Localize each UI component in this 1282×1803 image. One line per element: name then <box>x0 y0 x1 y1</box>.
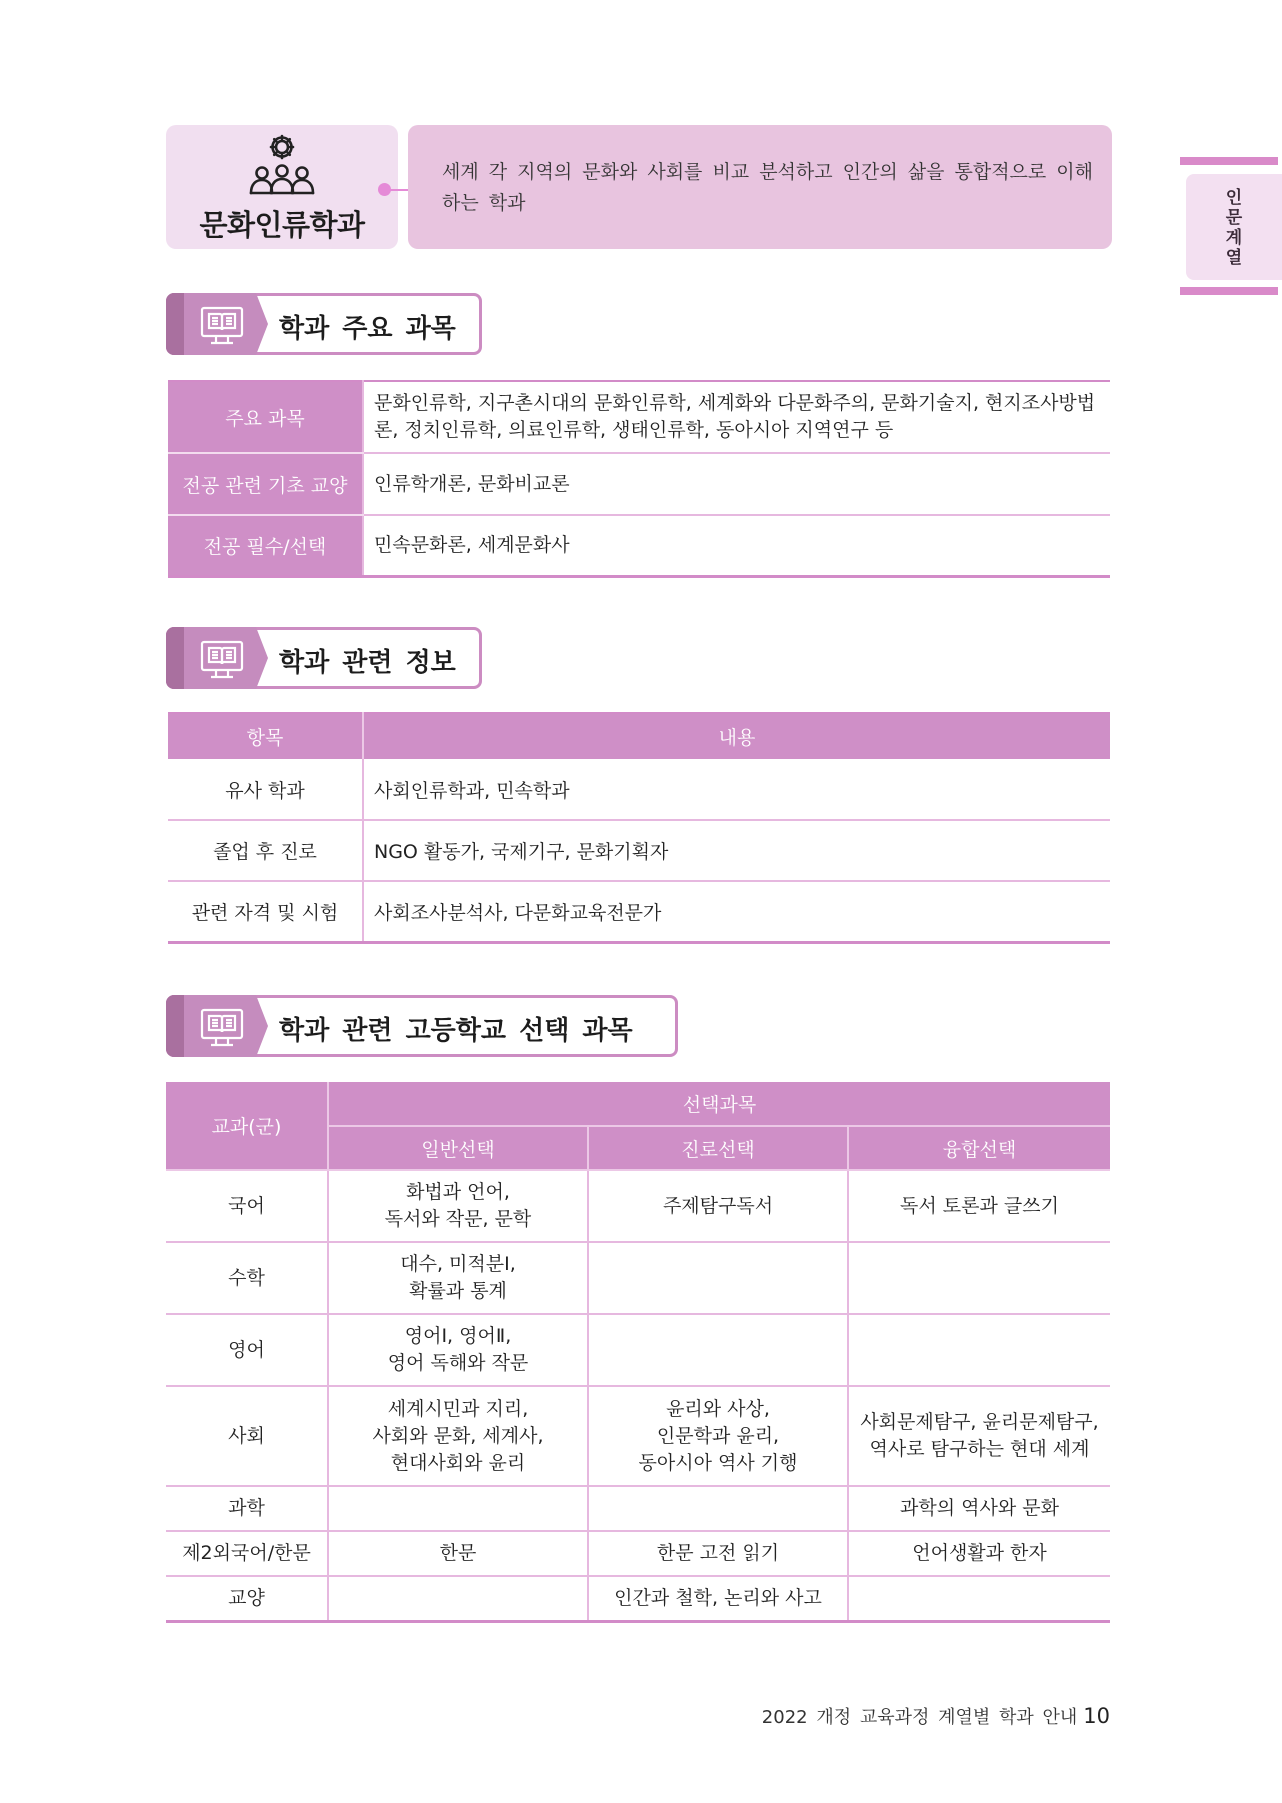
row-label: 전공 필수/선택 <box>168 515 363 576</box>
general-cell: 영어Ⅰ, 영어Ⅱ, 영어 독해와 작문 <box>328 1314 588 1386</box>
row-value: 인류학개론, 문화비교론 <box>363 453 1110 515</box>
general-cell <box>328 1486 588 1531</box>
table-row <box>166 1314 1110 1386</box>
fusion-cell <box>848 1576 1110 1621</box>
content-cell: 사회조사분석사, 다문화교육전문가 <box>363 881 1110 942</box>
career-cell <box>588 1242 848 1314</box>
subject-cell: 과학 <box>166 1486 328 1531</box>
general-cell: 세계시민과 지리, 사회와 문화, 세계사, 현대사회와 윤리 <box>328 1386 588 1486</box>
general-cell: 화법과 언어, 독서와 작문, 문학 <box>328 1170 588 1242</box>
department-name: 문화인류학과 <box>199 208 365 242</box>
table-row <box>166 1531 1110 1576</box>
general-cell: 한문 <box>328 1531 588 1576</box>
general-cell <box>328 1576 588 1621</box>
fusion-cell <box>848 1242 1110 1314</box>
content-cell: 사회인류학과, 민속학과 <box>363 759 1110 820</box>
side-tab <box>1186 174 1282 280</box>
table-row <box>168 881 1110 942</box>
section-header-courses <box>166 293 482 355</box>
monitor-book-icon <box>199 305 245 347</box>
fusion-cell: 사회문제탐구, 윤리문제탐구, 역사로 탐구하는 현대 세계 <box>848 1386 1110 1486</box>
page-number: 10 <box>1083 1704 1110 1728</box>
table-row <box>168 381 1110 453</box>
item-cell: 관련 자격 및 시험 <box>168 881 363 942</box>
table-row <box>166 1486 1110 1531</box>
department-description: 세계 각 지역의 문화와 사회를 비교 분석하고 인간의 삶을 통합적으로 이해하는 학과 <box>442 161 1094 214</box>
subject-cell: 수학 <box>166 1242 328 1314</box>
row-label: 주요 과목 <box>168 381 363 453</box>
table-row <box>168 759 1110 820</box>
column-header: 진로선택 <box>588 1126 848 1170</box>
subject-cell: 교양 <box>166 1576 328 1621</box>
section-title: 학과 관련 고등학교 선택 과목 <box>279 1016 633 1046</box>
table-header-row <box>166 1082 1110 1126</box>
subject-cell: 제2외국어/한문 <box>166 1531 328 1576</box>
page-footer <box>762 1703 1110 1729</box>
side-tab-top-bar <box>1180 157 1278 165</box>
column-header: 일반선택 <box>328 1126 588 1170</box>
side-tab-bottom-bar <box>1180 287 1278 295</box>
column-header: 내용 <box>363 713 1110 759</box>
subject-cell: 국어 <box>166 1170 328 1242</box>
monitor-book-icon <box>199 1007 245 1049</box>
side-tab-label: 인 문 계 열 <box>1225 188 1243 268</box>
table-row <box>166 1242 1110 1314</box>
people-gear-icon <box>248 133 316 197</box>
column-header: 항목 <box>168 713 363 759</box>
career-cell: 한문 고전 읽기 <box>588 1531 848 1576</box>
table-row <box>166 1386 1110 1486</box>
courses-table <box>168 380 1110 578</box>
career-cell <box>588 1486 848 1531</box>
fusion-cell: 언어생활과 한자 <box>848 1531 1110 1576</box>
info-table <box>168 712 1110 944</box>
highschool-courses-table <box>166 1082 1110 1623</box>
section-title: 학과 주요 과목 <box>279 314 456 344</box>
column-header-group: 선택과목 <box>328 1082 1110 1126</box>
section-header-highschool <box>166 995 678 1057</box>
row-label: 전공 관련 기초 교양 <box>168 453 363 515</box>
section-title: 학과 관련 정보 <box>279 648 456 678</box>
department-card <box>166 125 398 249</box>
monitor-book-icon <box>199 639 245 681</box>
fusion-cell: 과학의 역사와 문화 <box>848 1486 1110 1531</box>
table-header-row <box>168 713 1110 759</box>
description-card <box>408 125 1112 249</box>
item-cell: 유사 학과 <box>168 759 363 820</box>
career-cell: 주제탐구독서 <box>588 1170 848 1242</box>
career-cell: 인간과 철학, 논리와 사고 <box>588 1576 848 1621</box>
item-cell: 졸업 후 진로 <box>168 820 363 881</box>
column-header-subject: 교과(군) <box>166 1082 328 1170</box>
fusion-cell <box>848 1314 1110 1386</box>
section-header-info <box>166 627 482 689</box>
general-cell: 대수, 미적분Ⅰ, 확률과 통계 <box>328 1242 588 1314</box>
table-row <box>166 1576 1110 1621</box>
subject-cell: 영어 <box>166 1314 328 1386</box>
subject-cell: 사회 <box>166 1386 328 1486</box>
fusion-cell: 독서 토론과 글쓰기 <box>848 1170 1110 1242</box>
row-value: 문화인류학, 지구촌시대의 문화인류학, 세계화와 다문화주의, 문화기술지, 현지조사방법론, 정치인류학, 의료인류학, 생태인류학, 동아시아 지역연구 등 <box>363 381 1110 453</box>
footer-text: 2022 개정 교육과정 계열별 학과 안내 <box>761 1707 1078 1728</box>
column-header: 융합선택 <box>848 1126 1110 1170</box>
career-cell: 윤리와 사상, 인문학과 윤리, 동아시아 역사 기행 <box>588 1386 848 1486</box>
career-cell <box>588 1314 848 1386</box>
content-cell: NGO 활동가, 국제기구, 문화기획자 <box>363 820 1110 881</box>
table-row <box>168 820 1110 881</box>
row-value: 민속문화론, 세계문화사 <box>363 515 1110 576</box>
table-row <box>166 1170 1110 1242</box>
table-row <box>168 515 1110 576</box>
table-row <box>168 453 1110 515</box>
